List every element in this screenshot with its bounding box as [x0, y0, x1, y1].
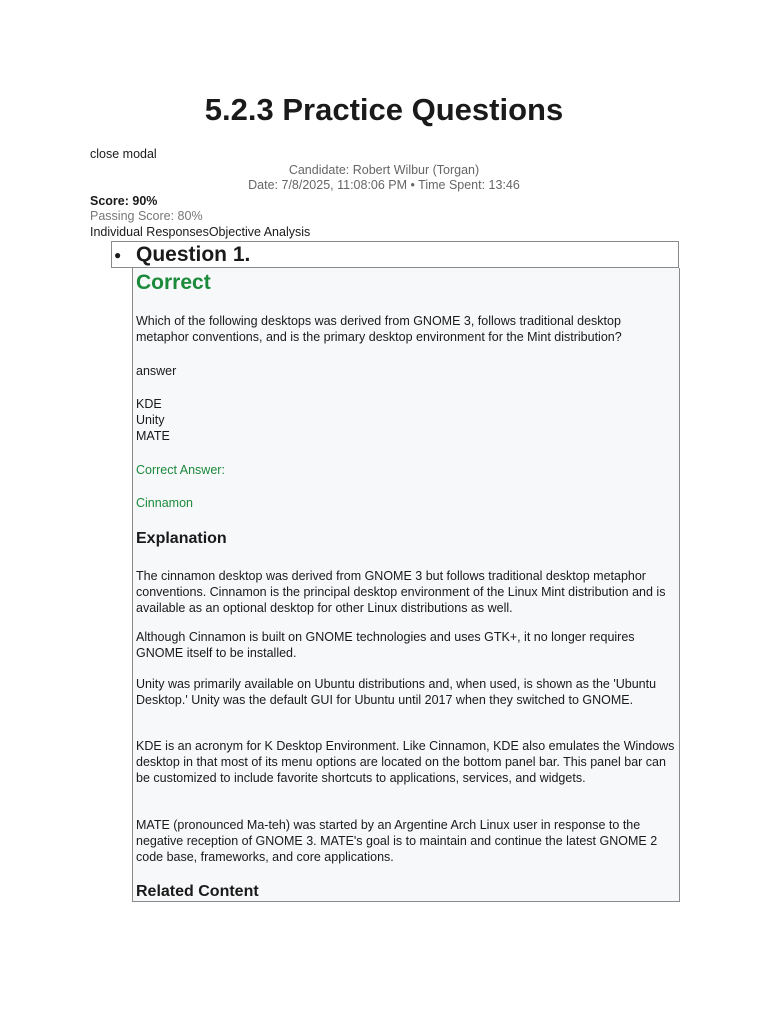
explanation-paragraph: Unity was primarily available on Ubuntu distributions and, when used, is shown as the 'Ubuntu Desktop.' Unity was the default GUI for Ubuntu until 2017 when they switched to GNOME. — [136, 677, 657, 707]
tab-individual-responses[interactable]: Individual Responses — [90, 225, 209, 239]
date-time-info: Date: 7/8/2025, 11:08:06 PM • Time Spent: 13:46 — [248, 178, 520, 192]
close-modal-button[interactable]: close modal — [90, 147, 157, 161]
tab-objective-analysis[interactable]: Objective Analysis — [208, 225, 311, 239]
explanation-heading: Explanation — [136, 530, 227, 547]
question-prompt: Which of the following desktops was derived from GNOME 3, follows traditional desktop metaphor conventions, and is the primary desktop environment for the Mint distribution? — [136, 314, 622, 344]
correct-answer-label: Correct Answer: — [136, 463, 225, 477]
answer-label: answer — [136, 364, 177, 378]
answer-option: Unity — [136, 413, 165, 427]
answer-option: KDE — [136, 397, 162, 411]
question-header[interactable] — [111, 241, 679, 268]
page-title: 5.2.3 Practice Questions — [204, 92, 564, 127]
explanation-paragraph: MATE (pronounced Ma-teh) was started by an Argentine Arch Linux user in response to the negative reception of GNOME 3. MATE's goal is to maintain and continue the latest GNOME 2 code base, frameworks, and core applications. — [136, 818, 658, 864]
question-panel — [132, 268, 680, 902]
explanation-paragraph: The cinnamon desktop was derived from GNOME 3 but follows traditional desktop metaphor conventions. Cinnamon is the principal desktop environment of the Linux Mint distribution and is available as an optional desktop for other Linux distributions as well. — [136, 569, 666, 615]
passing-score: Passing Score: 80% — [90, 209, 203, 223]
results-tabs — [90, 224, 310, 240]
question-status: Correct — [136, 271, 211, 294]
explanation-paragraph: KDE is an acronym for K Desktop Environment. Like Cinnamon, KDE also emulates the Windows desktop in that most of its menu options are located on the bottom panel bar. This panel bar can be customized to include favorite shortcuts to applications, services, and widgets. — [136, 739, 675, 785]
score-value: Score: 90% — [90, 194, 158, 208]
candidate-info: Candidate: Robert Wilbur (Torgan) — [288, 163, 480, 177]
explanation-paragraph: Although Cinnamon is built on GNOME technologies and uses GTK+, it no longer requires GNOME itself to be installed. — [136, 630, 635, 660]
list-bullet-icon: ● — [114, 248, 122, 262]
related-content-heading: Related Content — [136, 883, 259, 900]
correct-answer-value: Cinnamon — [136, 496, 193, 510]
answer-option: MATE — [136, 429, 170, 443]
question-title: Question 1. — [136, 243, 251, 266]
